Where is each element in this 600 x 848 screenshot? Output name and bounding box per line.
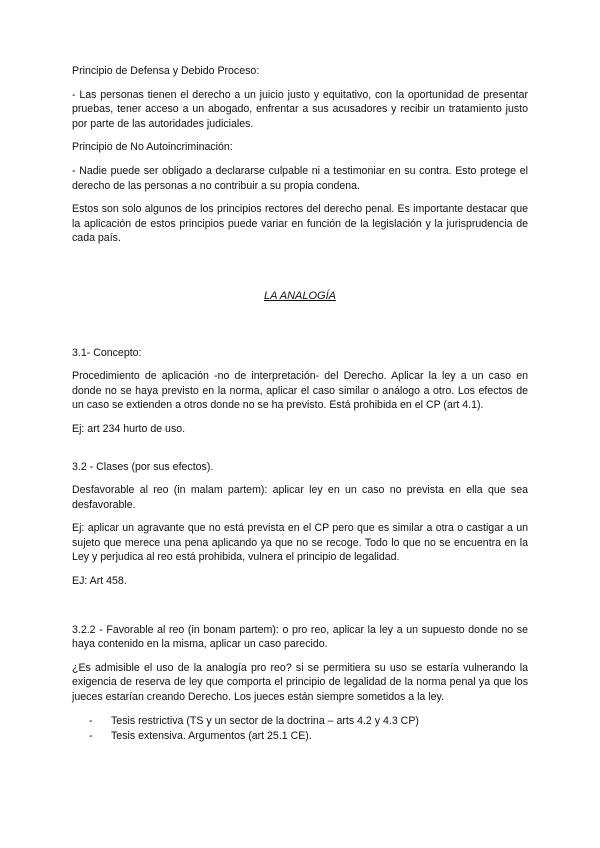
list-item-text: Tesis restrictiva (TS y un sector de la doctrina – arts 4.2 y 4.3 CP) [111,714,419,727]
dash-bullet: - [89,714,93,727]
thesis-list [72,714,528,744]
unfavorable-example-ref: EJ: Art 458. [72,575,127,588]
principle-self-incrimination-heading: Principio de No Autoincriminación: [72,141,233,154]
principles-closing-paragraph: Estos son solo algunos de los principios rectores del derecho penal. Es importante destacar que la aplicación de estos principios puede variar en función de la legislación y la jurisprudencia de cada país. [72,203,528,245]
concept-body: Procedimiento de aplicación -no de interpretación- del Derecho. Aplicar la ley a un caso en donde no se haya previsto en la norma, aplicar el caso similar o análogo a otro. Los efectos de un caso se extienden a otros donde no se ha previsto. Está prohibida en el CP (art 4.1). [72,370,528,412]
unfavorable-paragraph: Desfavorable al reo (in malam partem): aplicar ley en un caso no prevista en ella que sea desfavorable. [72,484,528,511]
document-page [72,64,528,745]
concept-heading: 3.1- Concepto: [72,346,142,359]
list-item [89,729,528,744]
unfavorable-example: Ej: aplicar un agravante que no está prevista en el CP pero que es similar a otra o castigar a un sujeto que merece una pena aplicando ya que no se recoge. Todo lo que no se encuentra en la Ley y perjudica al reo está prohibida, vulnera el principio de legalidad. [72,522,528,564]
principle-defense-body: - Las personas tienen el derecho a un juicio justo y equitativo, con la oportunidad de presentar pruebas, tener acceso a un abogado, enfrentar a sus acusadores y recibir un tratamiento justo por parte de las autoridades judiciales. [72,88,528,130]
classes-heading: 3.2 - Clases (por sus efectos). [72,460,214,473]
analogy-question-paragraph: ¿Es admisible el uso de la analogía pro reo? si se permitiera su uso se estaría vulnerando la exigencia de reserva de ley que comporta el principio de legalidad de la norma penal ya que los jueces estarían creando Derecho. Los jueces están siempre sometidos a la ley. [72,661,528,704]
list-item-text: Tesis extensiva. Argumentos (art 25.1 CE). [111,730,312,743]
concept-example: Ej: art 234 hurto de uso. [72,422,186,435]
principle-self-incrimination-body: - Nadie puede ser obligado a declararse culpable ni a testimoniar en su contra. Esto protege el derecho de las personas a no contribuir a su propia condena. [72,164,528,192]
list-item [89,714,528,729]
dash-bullet: - [89,730,93,743]
principle-defense-heading: Principio de Defensa y Debido Proceso: [72,65,260,77]
favorable-paragraph: 3.2.2 - Favorable al reo (in bonam partem): o pro reo, aplicar la ley a un supuesto donde no se haya contenido en la misma, aplicar un caso parecido. [72,623,528,651]
section-title: LA ANALOGÍA [264,289,336,302]
